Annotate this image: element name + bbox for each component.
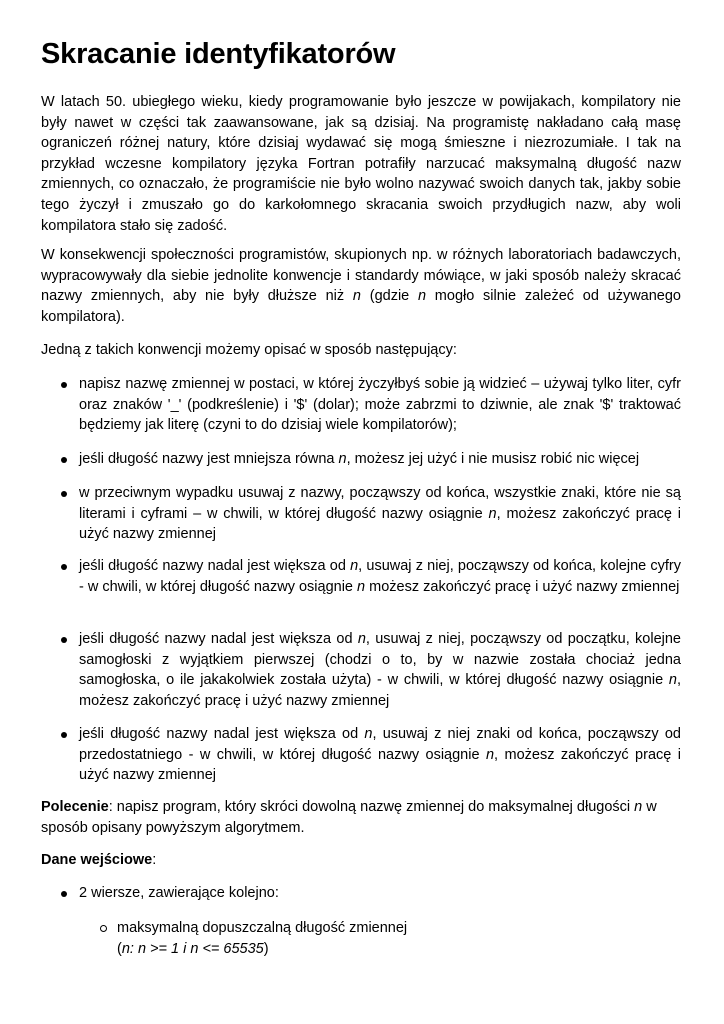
variable-n: n	[357, 578, 366, 595]
rule-item-6	[79, 724, 681, 786]
text-segment: maksymalną dopuszczalną długość zmiennej	[117, 920, 408, 936]
input-label: Dane wejściowe	[41, 852, 153, 868]
intro-paragraph-2	[41, 245, 681, 327]
page-title: Skracanie identyfikatorów	[41, 38, 396, 70]
text-segment: : napisz program, który skróci dowolną nazwę zmiennej do maksymalnej długości	[108, 799, 635, 815]
text-segment: , usuwaj z niej, począwszy od początku, kolejne samogłoski z wyjątkiem pierwszej (chodzi o to, by w nazwie została chociaż jedna samogłoska, o ile jakakolwiek została użyta) - w chwili, w której długość nazwy osiągnie	[79, 631, 681, 689]
input-item-1: 2 wiersze, zawierające kolejno:	[79, 885, 279, 901]
variable-n: n	[357, 631, 366, 647]
text-segment: (gdzie	[360, 288, 418, 305]
variable-n: n	[352, 288, 361, 305]
variable-n: n	[488, 505, 497, 522]
text-segment: jeśli długość nazwy jest mniejsza równa	[79, 451, 339, 467]
bullet-icon	[61, 564, 67, 570]
text-segment: , możesz zakończyć pracę i użyć nazwy zmiennej	[79, 746, 681, 784]
rule-item-3	[79, 483, 681, 545]
variable-n: n	[417, 288, 427, 305]
input-heading	[41, 850, 681, 871]
constraint-text: n: n >= 1 i n <= 65535	[121, 940, 264, 957]
text-segment: :	[152, 852, 157, 868]
text-segment: w przeciwnym wypadku usuwaj z nazwy, począwszy od końca, wszystkie znaki, które nie są literami i cyframi – w chwili, w której długość nazwy osiągnie	[79, 485, 681, 522]
rule-item-5	[79, 629, 681, 711]
text-segment: jeśli długość nazwy nadal jest większa od	[79, 558, 351, 574]
text-segment: , możesz zakończyć pracę i użyć nazwy zmiennej	[79, 672, 681, 709]
text-segment: )	[263, 940, 269, 957]
rule-item-1: napisz nazwę zmiennej w postaci, w której życzyłbyś sobie ją widzieć – używaj tylko liter, cyfr oraz znaków '_' (podkreślenie) i '$' (dolar); może zabrzmi to dziwnie, ale znak '$' traktować będziemy jak literę (czyni to do dzisiaj wiele kompilatorów);	[79, 376, 681, 434]
bullet-icon	[61, 491, 67, 497]
bullet-icon	[61, 382, 67, 388]
text-segment: jeśli długość nazwy nadal jest większa od	[79, 726, 365, 742]
text-segment: w sposób opisany powyższym algorytmem.	[41, 799, 657, 836]
intro-paragraph-3: Jedną z takich konwencji możemy opisać w sposób następujący:	[41, 342, 457, 358]
variable-n: n	[350, 558, 359, 574]
text-segment: możesz zakończyć pracę i użyć nazwy zmiennej	[365, 578, 680, 595]
text-segment: jeśli długość nazwy nadal jest większa od	[79, 631, 358, 647]
circle-bullet-icon	[100, 925, 107, 932]
text-segment: , możesz jej użyć i nie musisz robić nic więcej	[346, 451, 640, 467]
text-segment: W konsekwencji społeczności programistów, skupionych np. w różnych laboratoriach badawczych, wypracowywały dla siebie jednolite konwencje i standardy mówiące, w jaki sposób należy skracać nazwy zmiennych, aby nie były dłuższe niż	[41, 247, 681, 305]
bullet-icon	[61, 637, 67, 643]
variable-n: n	[338, 451, 347, 467]
text-segment: , usuwaj z niej, począwszy od końca, kolejne cyfry - w chwili, w której długość nazwy osiągnie	[79, 558, 681, 595]
variable-n: n	[364, 726, 373, 742]
rule-item-2	[79, 449, 681, 470]
variable-n: n	[634, 799, 643, 815]
bullet-icon	[61, 891, 67, 897]
input-subitem-1	[117, 918, 657, 959]
task-paragraph	[41, 797, 681, 838]
bullet-icon	[61, 457, 67, 463]
intro-paragraph-1: W latach 50. ubiegłego wieku, kiedy programowanie było jeszcze w powijakach, kompilatory nie były nawet w części tak zaawansowane, jak są dzisiaj. Na programistę nakładano całą masę ograniczeń różnej natury, które dzisiaj wydawać się mogą śmieszne i niezrozumiałe. I tak na przykład wczesne kompilatory języka Fortran potrafiły narzucać maksymalną długość nazw zmiennych, co oznaczało, że programiście nie było wolno nazywać swoich danych tak, jakby sobie tego życzył i zmuszało go do karkołomnego skracania swoich przydługich nazw, aby woli kompilatora stało się zadość.	[41, 94, 681, 234]
rule-item-4	[79, 556, 681, 597]
text-segment: , możesz zakończyć pracę i użyć nazwy zmiennej	[79, 505, 681, 543]
bullet-icon	[61, 732, 67, 738]
text-segment: mogło silnie zależeć od używanego kompilatora).	[41, 288, 681, 325]
task-label: Polecenie	[41, 799, 109, 815]
variable-n: n	[485, 746, 495, 763]
text-segment: (	[117, 940, 122, 957]
text-segment: , usuwaj z niej znaki od końca, począwszy od przedostatniego - w chwili, w której długość nazwy osiągnie	[79, 726, 681, 763]
variable-n: n	[668, 672, 677, 689]
